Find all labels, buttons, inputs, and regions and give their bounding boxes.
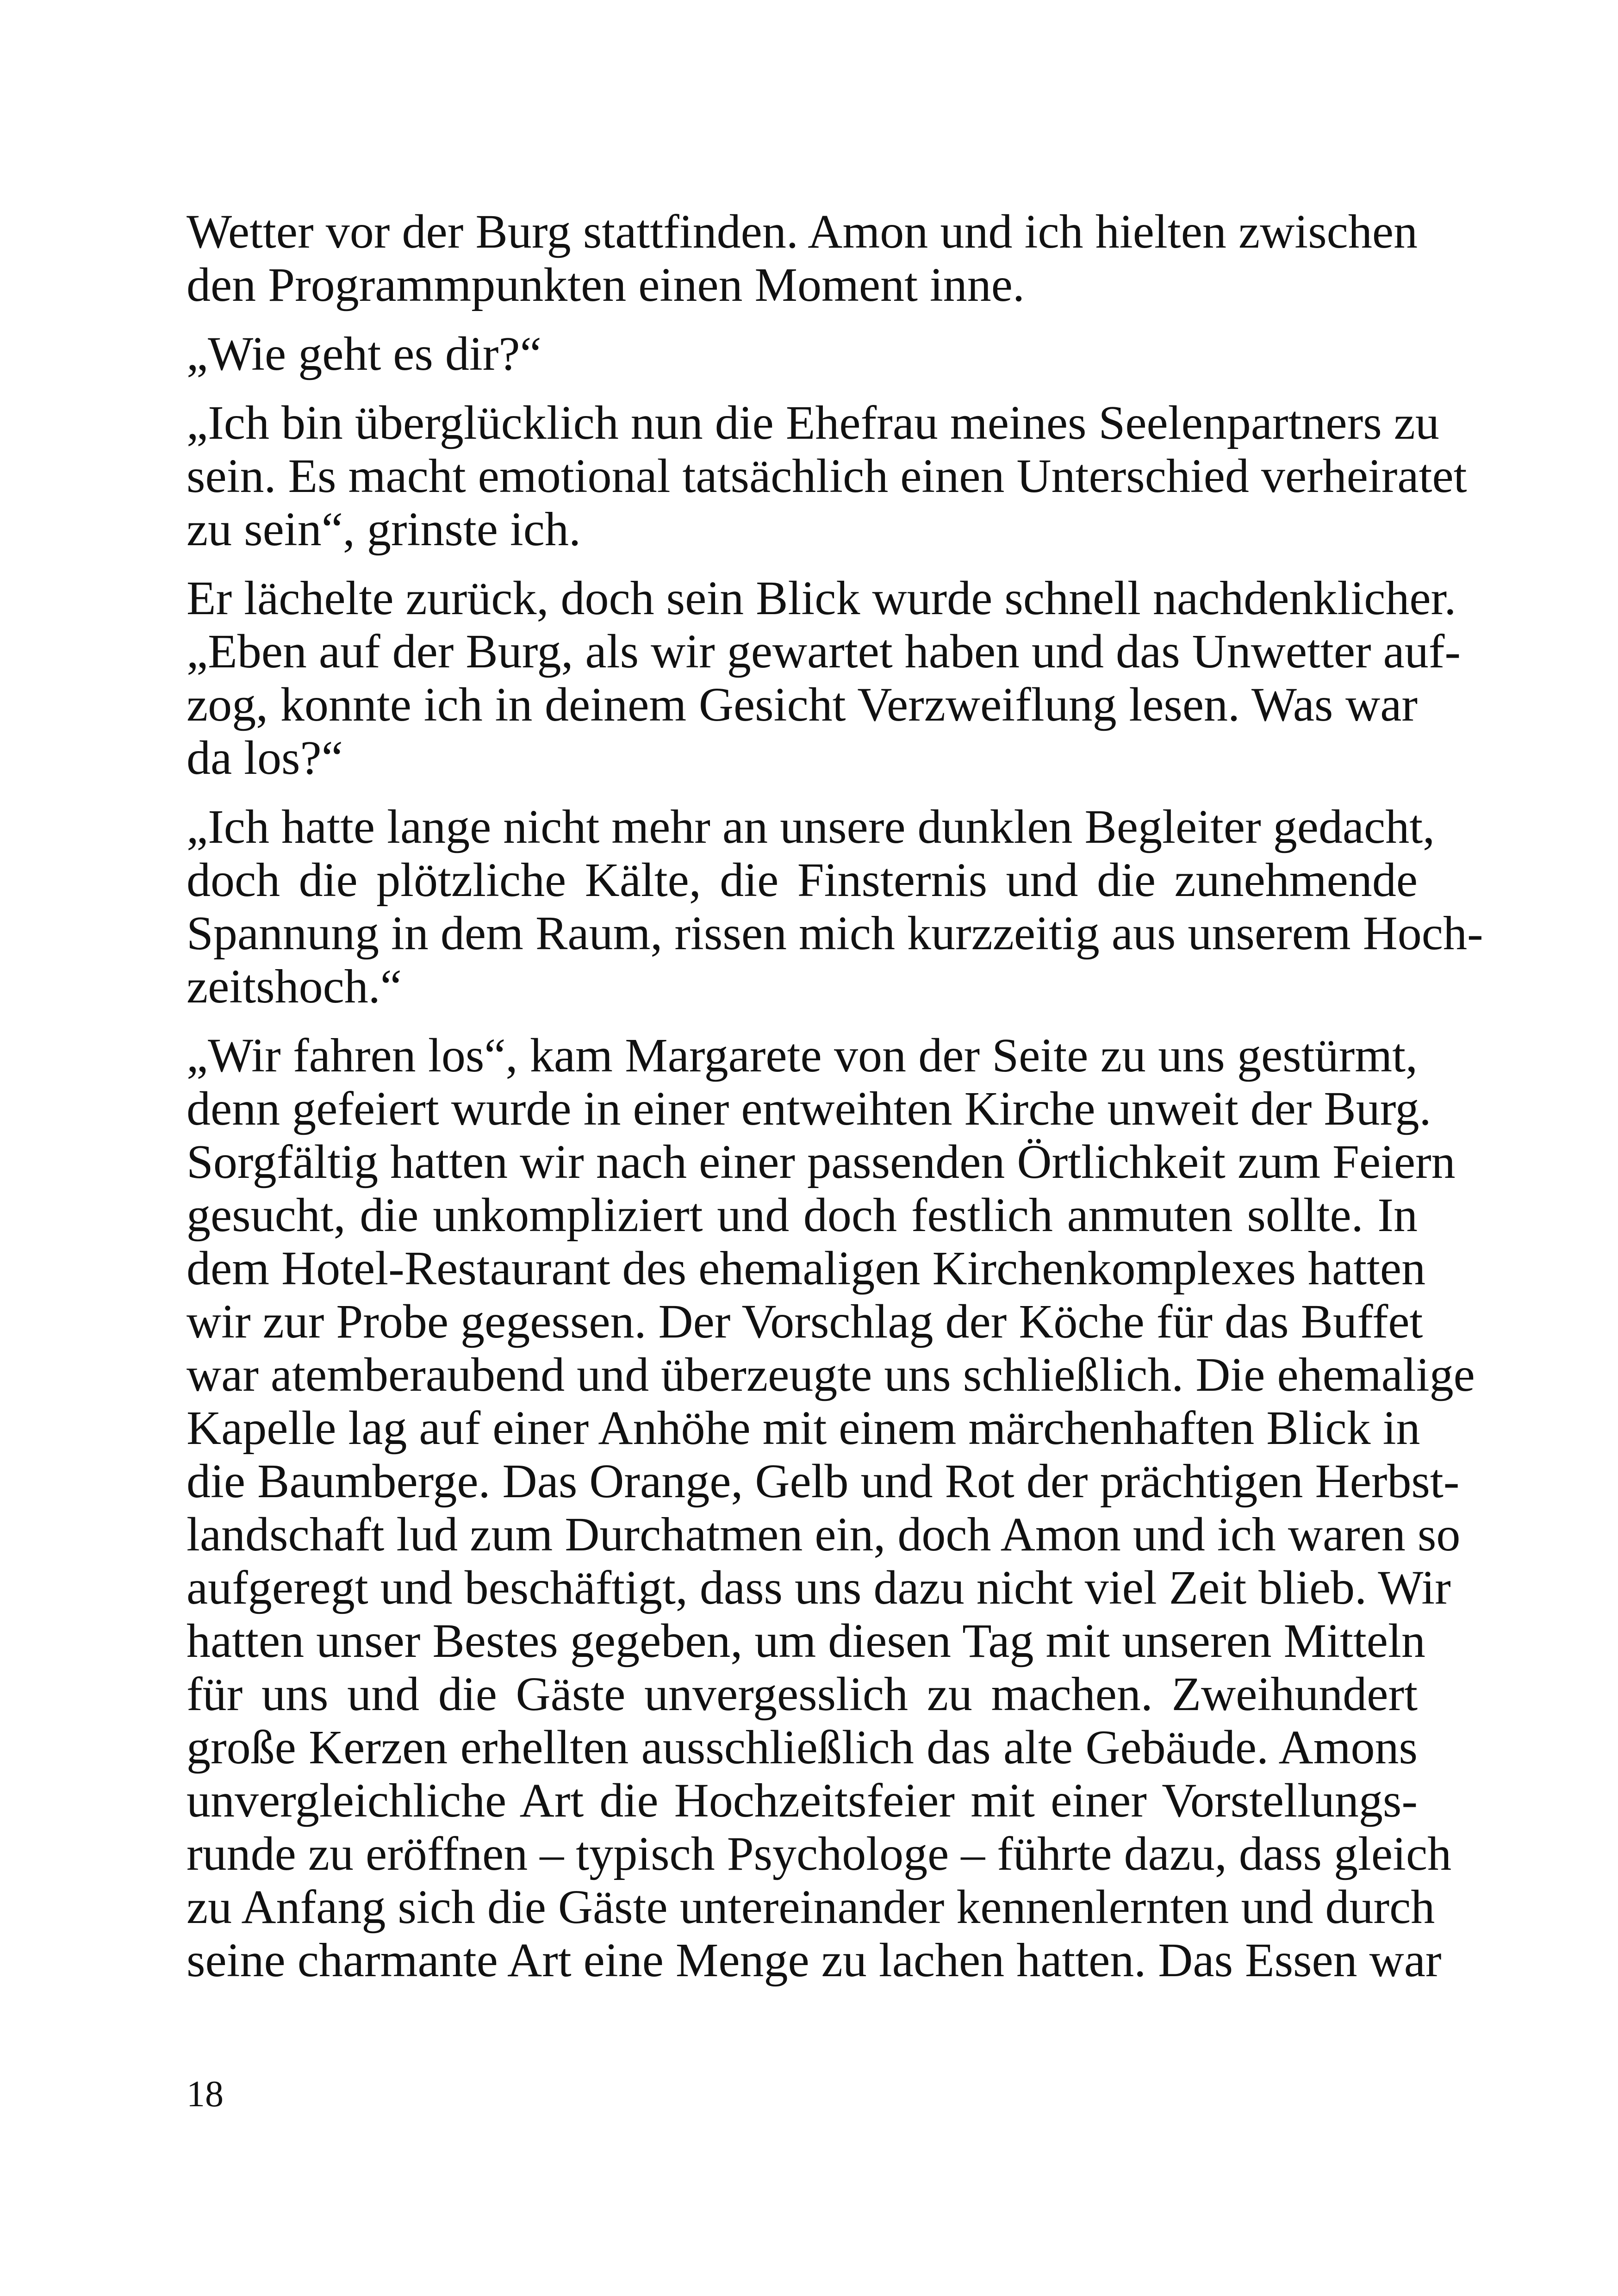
paragraph-5 [187,800,1483,1013]
text-line: denn gefeiert wurde in einer entweihten Kirche unweit der Burg. [187,1082,1431,1135]
text-line: den Programmpunkten einen Moment inne. [187,258,1025,311]
text-line: „Ich hatte lange nicht mehr an unsere dunklen Begleiter gedacht, [187,800,1435,853]
text-line: hatten unser Bestes gegeben, um diesen Tag mit unseren Mitteln [187,1614,1425,1668]
text-line: wir zur Probe gegessen. Der Vorschlag der Köche für das Buffet [187,1295,1423,1348]
text-line: war atemberaubend und überzeugte uns schließlich. Die ehemalige [187,1348,1475,1401]
text-line: unvergleichliche Art die Hochzeitsfeier mit einer Vorstellungs- [187,1774,1418,1827]
text-line: Sorgfältig hatten wir nach einer passenden Örtlichkeit zum Feiern [187,1135,1456,1188]
text-line: runde zu eröffnen – typisch Psychologe – führte dazu, dass gleich [187,1827,1452,1880]
text-line: seine charmante Art eine Menge zu lachen hatten. Das Essen war [187,1934,1442,1987]
text-line: dem Hotel-Restaurant des ehemaligen Kirchenkomplexes hatten [187,1242,1426,1295]
text-line: Kapelle lag auf einer Anhöhe mit einem märchenhaften Blick in [187,1401,1420,1455]
text-line: da los?“ [187,731,343,784]
text-line: zeitshoch.“ [187,960,402,1013]
text-line: zu Anfang sich die Gäste untereinander kennenlernten und durch [187,1880,1435,1934]
paragraph-1 [187,205,1418,311]
paragraph-2 [187,327,1418,380]
text-line: doch die plötzliche Kälte, die Finsternis und die zunehmende [187,853,1418,907]
text-line: Wetter vor der Burg stattfinden. Amon und ich hielten zwischen [187,205,1418,258]
text-line: zog, konnte ich in deinem Gesicht Verzweiflung lesen. Was war [187,678,1418,731]
text-line: „Ich bin überglücklich nun die Ehefrau meines Seelenpartners zu [187,396,1439,449]
text-line: gesucht, die unkompliziert und doch festlich anmuten sollte. In [187,1188,1418,1242]
paragraph-3 [187,396,1467,556]
text-line: „Eben auf der Burg, als wir gewartet haben und das Unwetter auf- [187,625,1461,678]
body-text [187,205,1483,2003]
paragraph-6 [187,1029,1475,1987]
text-line: „Wir fahren los“, kam Margarete von der Seite zu uns gestürmt, [187,1029,1418,1082]
text-line: zu sein“, grinste ich. [187,503,581,556]
text-line: für uns und die Gäste unvergesslich zu machen. Zweihundert [187,1668,1418,1721]
text-line: landschaft lud zum Durchatmen ein, doch Amon und ich waren so [187,1508,1461,1561]
text-line: große Kerzen erhellten ausschließlich das alte Gebäude. Amons [187,1721,1418,1774]
page-number: 18 [187,2074,224,2115]
paragraph-4 [187,572,1461,784]
text-line: Spannung in dem Raum, rissen mich kurzzeitig aus unserem Hoch- [187,907,1483,960]
text-line: sein. Es macht emotional tatsächlich einen Unterschied verheiratet [187,449,1467,503]
text-line: „Wie geht es dir?“ [187,327,541,380]
text-line: Er lächelte zurück, doch sein Blick wurde schnell nachdenklicher. [187,572,1456,625]
text-line: die Baumberge. Das Orange, Gelb und Rot der prächtigen Herbst- [187,1455,1460,1508]
text-line: aufgeregt und beschäftigt, dass uns dazu nicht viel Zeit blieb. Wir [187,1561,1451,1614]
